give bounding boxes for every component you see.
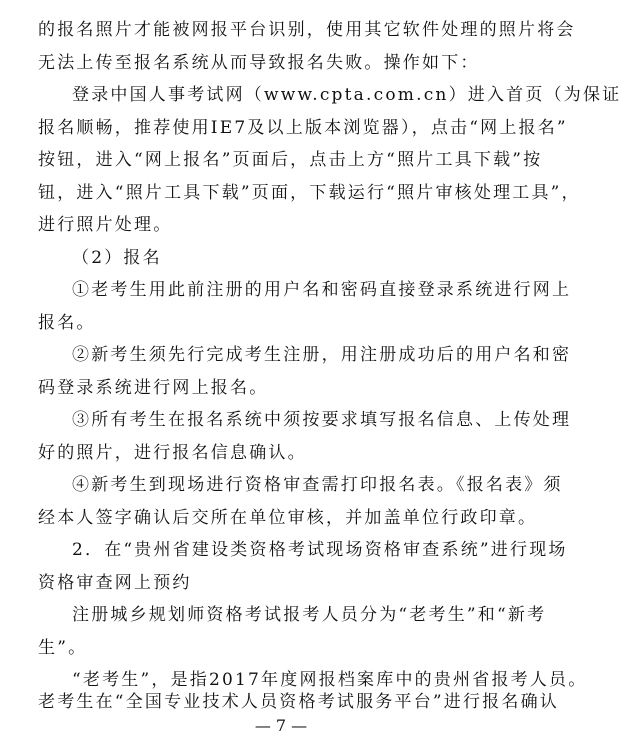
text-line: ①老考生用此前注册的用户名和密码直接登录系统进行网上 xyxy=(72,280,572,300)
text-line: 生”。 xyxy=(38,638,88,658)
text-line: 登录中国人事考试网（www.cpta.com.cn）进入首页（为保证 xyxy=(72,85,621,105)
text-line: ③所有考生在报名系统中须按要求填写报名信息、上传处理 xyxy=(72,410,572,430)
text-line: 2．在“贵州省建设类资格考试现场资格审查系统”进行现场 xyxy=(72,540,568,560)
text-line: 钮，进入“照片工具下载”页面，下载运行“照片审核处理工具”， xyxy=(38,183,581,203)
text-line: 无法上传至报名系统从而导致报名失败。操作如下： xyxy=(38,53,480,73)
text-line: 好的照片，进行报名信息确认。 xyxy=(38,443,307,463)
text-line: ②新考生须先行完成考生注册，用注册成功后的用户名和密 xyxy=(72,345,572,365)
text-line: 资格审查网上预约 xyxy=(38,573,192,593)
section-heading: （2）报名 xyxy=(72,248,162,268)
text-line: 报名顺畅，推荐使用IE7及以上版本浏览器），点击“网上报名” xyxy=(38,118,568,138)
text-line: 按钮，进入“网上报名”页面后，点击上方“照片工具下载”按 xyxy=(38,150,543,170)
text-line: 的报名照片才能被网报平台识别，使用其它软件处理的照片将会 xyxy=(38,20,576,40)
text-line: 老考生在“全国专业技术人员资格考试服务平台”进行报名确认 xyxy=(38,692,559,712)
text-line: 报名。 xyxy=(38,313,96,333)
text-line: 注册城乡规划师资格考试报考人员分为“老考生”和“新考 xyxy=(72,605,547,625)
text-line: “老考生”，是指2017年度网报档案库中的贵州省报考人员。 xyxy=(72,670,588,690)
text-line: 码登录系统进行网上报名。 xyxy=(38,378,269,398)
text-line: 经本人签字确认后交所在单位审核，并加盖单位行政印章。 xyxy=(38,508,538,528)
text-line: 进行照片处理。 xyxy=(38,215,173,235)
page-number: — 7 — xyxy=(254,716,308,735)
text-line: ④新考生到现场进行资格审查需打印报名表。《报名表》须 xyxy=(72,475,563,495)
